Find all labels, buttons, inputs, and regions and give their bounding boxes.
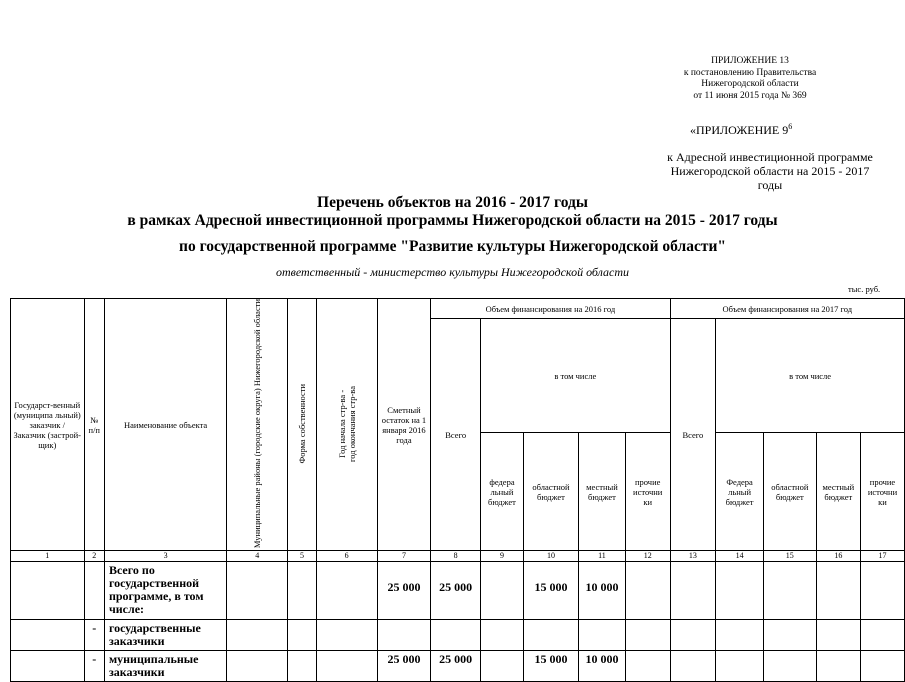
row-total-2016 <box>431 620 481 651</box>
row-name: муниципальные заказчики <box>104 651 226 682</box>
row-local-2016: 10 000 <box>579 562 626 620</box>
row-local-2016: 10 000 <box>579 651 626 682</box>
col-number: 13 <box>670 551 716 562</box>
col-number: 16 <box>816 551 860 562</box>
row-local-2016 <box>579 620 626 651</box>
col-number: 10 <box>523 551 578 562</box>
col-number: 6 <box>316 551 377 562</box>
header-districts <box>227 299 288 551</box>
table-row <box>11 562 905 620</box>
header-local-2016: местный бюджет <box>579 433 626 551</box>
row-estimate: 25 000 <box>377 651 431 682</box>
appendix-block <box>600 56 900 102</box>
col-number: 15 <box>763 551 816 562</box>
row-dash: - <box>84 651 104 682</box>
inner-appendix-line: годы <box>757 178 783 192</box>
row-name: Всего по государственной программе, в том числе: <box>104 562 226 620</box>
col-number: 17 <box>860 551 904 562</box>
header-incl-2017: в том числе <box>716 319 905 433</box>
header-incl-2016: в том числе <box>481 319 670 433</box>
col-number: 8 <box>431 551 481 562</box>
header-federal-2016: федера льный бюджет <box>481 433 524 551</box>
document-title-line3: по государственной программе "Развитие культуры Нижегородской области" <box>179 238 726 255</box>
table-row <box>11 651 905 682</box>
row-estimate: 25 000 <box>377 562 431 620</box>
row-regional-2016: 15 000 <box>523 651 578 682</box>
header-num: № п/п <box>84 299 104 551</box>
header-total-2016: Всего <box>431 319 481 551</box>
header-other-2016: прочие источни ки <box>625 433 670 551</box>
row-dash <box>84 562 104 620</box>
col-number: 11 <box>579 551 626 562</box>
col-number: 4 <box>227 551 288 562</box>
inner-appendix-line: к Адресной инвестиционной программе <box>667 150 873 164</box>
header-name: Наименование объекта <box>104 299 226 551</box>
row-dash: - <box>84 620 104 651</box>
col-number: 9 <box>481 551 524 562</box>
row-estimate <box>377 620 431 651</box>
header-customer: Государст-венный (муниципа льный) заказчик / Заказчик (застрой-щик) <box>11 299 85 551</box>
header-fin2017: Объем финансирования на 2017 год <box>670 299 904 319</box>
header-years-text: Год начала стр-ва - год окончания стр-ва <box>336 385 357 462</box>
appendix-line: ПРИЛОЖЕНИЕ 13 <box>711 56 789 66</box>
units-label: тыс. руб. <box>848 284 881 294</box>
row-total-2016: 25 000 <box>431 562 481 620</box>
header-districts-text: Муниципальные районы (городские округа) Нижегородской области <box>252 299 263 549</box>
header-estimate: Сметный остаток на 1 января 2016 года <box>377 299 431 551</box>
row-name: государственные заказчики <box>104 620 226 651</box>
header-ownership-text: Форма собственности <box>296 383 307 464</box>
inner-appendix-label <box>690 122 792 138</box>
header-federal-2017: Федера льный бюджет <box>716 433 764 551</box>
column-numbers-row <box>11 551 905 562</box>
header-total-2017: Всего <box>670 319 716 551</box>
header-regional-2016: областной бюджет <box>523 433 578 551</box>
header-regional-2017: областной бюджет <box>763 433 816 551</box>
col-number: 12 <box>625 551 670 562</box>
appendix-line: к постановлению Правительства <box>683 67 817 78</box>
appendix-line: Нижегородской области <box>701 79 799 89</box>
table-row <box>11 620 905 651</box>
header-years <box>316 299 377 551</box>
inner-appendix-text: «ПРИЛОЖЕНИЕ 9 <box>690 123 789 137</box>
appendix-line: от 11 июня 2015 года № 369 <box>693 90 807 101</box>
inner-appendix-block <box>640 150 900 192</box>
col-number: 3 <box>104 551 226 562</box>
col-number: 7 <box>377 551 431 562</box>
header-ownership <box>288 299 316 551</box>
header-other-2017: прочие источни ки <box>860 433 904 551</box>
inner-appendix-sup: 6 <box>788 122 793 131</box>
col-number: 14 <box>716 551 764 562</box>
col-number: 2 <box>84 551 104 562</box>
row-total-2016: 25 000 <box>431 651 481 682</box>
objects-table <box>10 298 905 682</box>
header-fin2016: Объем финансирования на 2016 год <box>431 299 670 319</box>
col-number: 5 <box>288 551 316 562</box>
row-regional-2016: 15 000 <box>523 562 578 620</box>
header-local-2017: местный бюджет <box>816 433 860 551</box>
document-title-line2: в рамках Адресной инвестиционной программы Нижегородской области на 2015 - 2017 годы <box>127 212 778 229</box>
document-title-line1: Перечень объектов на 2016 - 2017 годы <box>317 194 588 211</box>
row-regional-2016 <box>523 620 578 651</box>
inner-appendix-line: Нижегородской области на 2015 - 2017 <box>670 164 870 178</box>
col-number: 1 <box>11 551 85 562</box>
responsible-subtitle: ответственный - министерство культуры Нижегородской области <box>275 265 630 279</box>
